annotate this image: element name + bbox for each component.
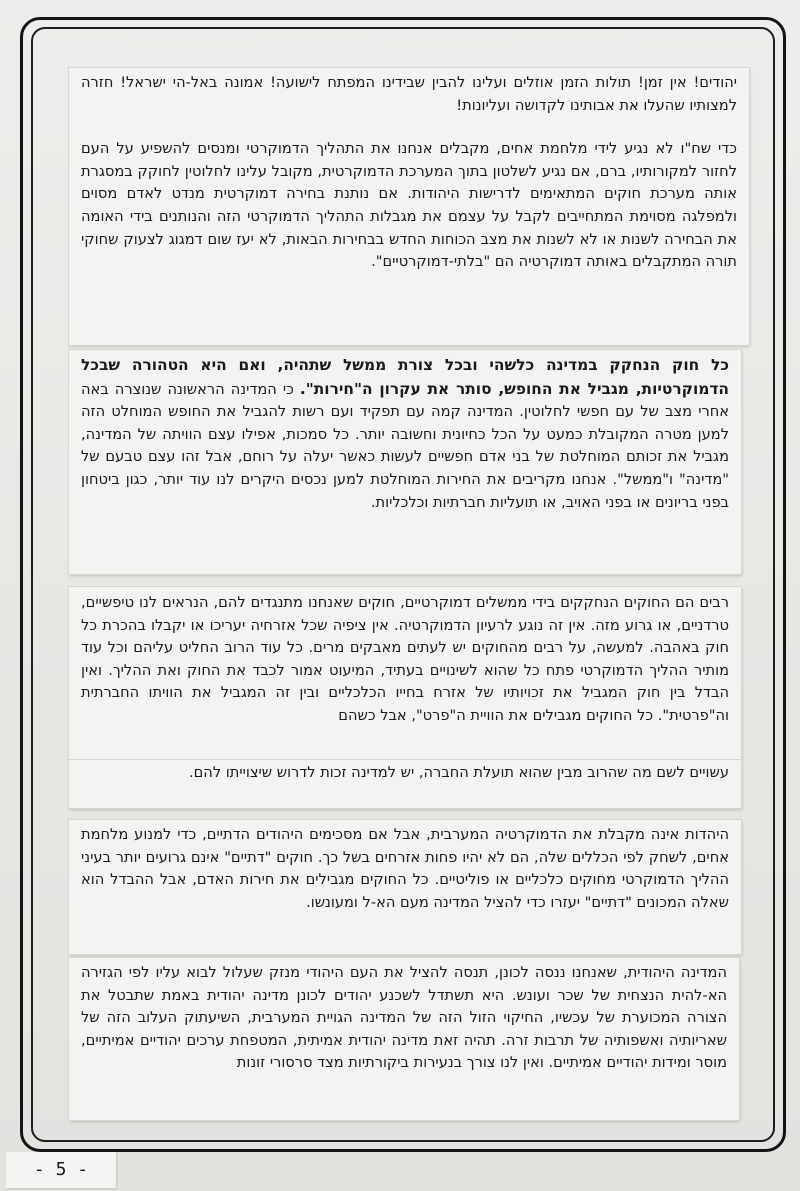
bold-lead-text: כל חוק הנחקק במדינה כלשהי ובכל צורת ממשל שתהיה, ואם היא הטהורה שבכל הדמוקרטיות, מגביל את החופש, סותר את עקרון ה"חירות".	[81, 356, 729, 398]
text-clipping-1	[69, 68, 749, 345]
text-clipping-5	[69, 820, 741, 954]
paragraph-urgent-call: יהודים! אין זמן! תולות הזמן אוזלים ועלינו להבין שבידינו המפתח לישועה! אמונה באל-הי ישראל! חזרה למצותיו שהעלו את אבותינו לקדושה ועליונות!	[81, 74, 737, 114]
paragraph-democratic-process: כדי שח"ו לא נגיע לידי מלחמת אחים, מקבלים אנחנו את התהליך הדמוקרטי ומנסים להשפיע על העם לחזור למקורותיו, ברם, אם נגיע לשלטון בתוך המערכת הדמוקרטית, מקובל עלינו לחלוטין לחוקק במסגרת אותה מערכת חוקים המתאימים לדרישות היהודות. אם נותנת בחירה דמוקרטית מנדט לאדם מסוים ולמפלגה מסוימת המתחייבים לקבל על עצמם את מגבלות התהליך הדמוקרטי הזה והנותנים בידי האומה את הבחירה לשנות או לא לשנות את מצב הכוחות החדש בבחירות הבאות, לא יעז שום דמגוג לצעוק שחוקי תורה המתקבלים באותה דמוקרטיה הם "בלתי-דמוקרטיים".	[81, 140, 737, 271]
text-clipping-4	[69, 760, 741, 808]
paragraph-right-to-demand: עשויים לשם מה שהרוב מבין שהוא תועלת החברה, יש למדינה זכות לדרוש שיצוייתו להם.	[188, 764, 729, 781]
paragraph-law-limits-freedom	[81, 354, 729, 514]
paragraph-jewish-state: המדינה היהודית, שאנחנו ננסה לכונן, תנסה להציל את העם היהודי מנזק שעלול לבוא עליו לפי הגזירה הא-להית הנצחית של שכר ועונש. היא תשתדל לשכנע יהודים לכונן מדינה יהודית באמת שתבטל את הצורה המכוערת של עכשיו, החיקוי הזול הזה של המדינה הגויית המערבית, השיעתוק העלוב הזה של שאריותיה ואשפותיה של תרבות זרה. תהיה זאת מדינה יהודית אמיתית, המטפחת ערכים יהודיים אמיתיים, מוסר ומידות יהודיים אמיתיים. ואין לנו צורך בנעירות ביקורתיות מצד סרסורי זונות	[81, 964, 727, 1072]
text-clipping-2	[69, 350, 741, 574]
text-clipping-6	[69, 958, 739, 1120]
paragraph-democratic-laws: רבים הם החוקים הנחקקים בידי ממשלים דמוקרטיים, חוקים שאנחנו מתנגדים להם, הנראים לנו טיפשיים, טרדניים, או גרוע מזה. אין זה נוגע לרעיון הדמוקרטיה. אין ציפיה שכל אזרחיה יעריכו או יקבלו בהכרת כל חוק באהבה. למעשה, על רבים מהחוקים יש לעתים מאבקים מרים. כל עוד הרוב החליט עליהם וכל עוד מותיר ההליך הדמוקרטי פתח כל שהוא לשינויים בעתיד, המיעוט אמור לכבד את החוק ואת ההליך. ואין הבדל בין חוק המגביל את זכויותיו של אזרח בחייו הכלכליים ובין זה המגביל את הוויתו החברתית וה"פרטית". כל החוקים מגבילים את הוויית ה"פרט", אבל כשהם	[81, 594, 729, 724]
page-number: - 5 -	[6, 1152, 116, 1188]
text-clipping-3	[69, 587, 741, 759]
body-text: כי המדינה הראשונה שנוצרה באה אחרי מצב של עם חפשי לחלוטין. המדינה קמה עם תפקיד ועם רשות להגביל את החופש המוחלט הזה למען מטרה המקובלת כמעט על הכל כחיונית וחשובה יותר. כל סמכות, אפילו עצם הוויתה של המדינה, מגביל את זכותם המוחלטת של בני אדם חפשיים לעשות כאשר יעלה על רוחם, אבל זהו עצם טבעם של "מדינה" ו"ממשל". אנחנו מקריבים את החירות המוחלטת למען נכסים היקרים לנו עוד יותר, כגון ביטחון בפני בריונים או בפני האויב, או תועליות חברתיות וכלכליות.	[81, 380, 729, 511]
paragraph-judaism-and-democracy: היהדות אינה מקבלת את הדמוקרטיה המערבית, אבל אם מסכימים היהודים הדתיים, כדי למנוע מלחמת אחים, לשחק לפי הכללים שלה, הם לא יהיו פחות אזרחים בשל כך. חוקים "דתיים" אינם גרועים יותר בעיני ההליך הדמוקרטי מחוקים כלכליים או פוליטיים. כל החוקים מגבילים את חירות האדם, אבל ההבדל הוא שאלה המכונים "דתיים" יעזרו כדי להציל המדינה מעם הא-ל ומעונשו.	[81, 826, 729, 911]
